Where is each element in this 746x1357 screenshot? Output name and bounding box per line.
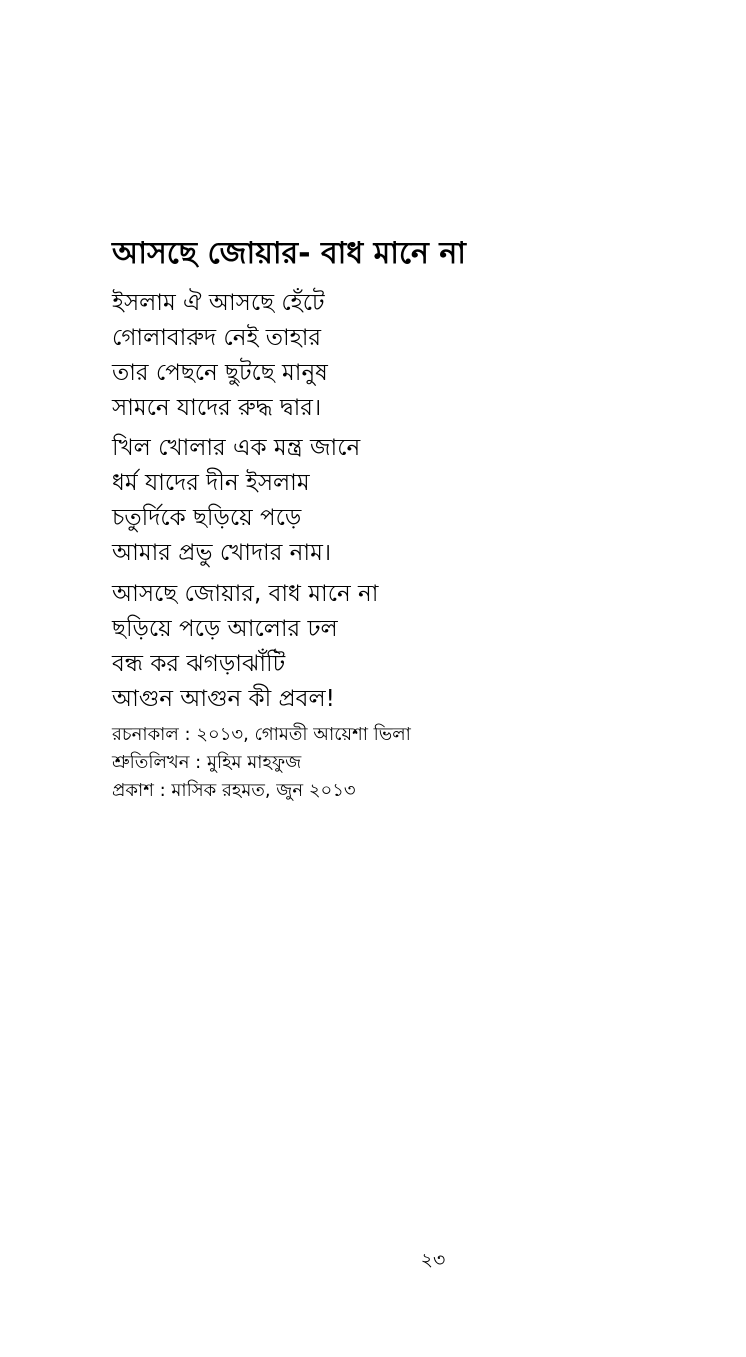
composition-note: রচনাকাল : ২০১৩, গোমতী আয়েশা ভিলা (112, 724, 411, 745)
page-number: ২৩ (420, 1249, 446, 1271)
poem-line: তার পেছনে ছুটছে মানুষ (112, 360, 328, 386)
poem-line: ছড়িয়ে পড়ে আলোর ঢল (112, 616, 338, 642)
poem-line: গোলাবারুদ নেই তাহার (112, 325, 322, 351)
stanza-1 (112, 286, 328, 426)
poem-line: বন্ধ কর ঝগড়াঝাঁটি (112, 651, 286, 677)
stanza-2 (112, 431, 360, 571)
poem-line: চতুর্দিকে ছড়িয়ে পড়ে (112, 505, 302, 531)
stanza-3 (112, 577, 378, 717)
publication-note: প্রকাশ : মাসিক রহমত, জুন ২০১৩ (112, 780, 356, 801)
poem-title: আসছে জোয়ার- বাধ মানে না (112, 236, 466, 271)
poem-metadata (112, 721, 411, 805)
poem-line: ধর্ম যাদের দীন ইসলাম (112, 470, 310, 496)
poem-line: আসছে জোয়ার, বাধ মানে না (112, 581, 379, 607)
poem-line: ইসলাম ঐ আসছে হেঁটে (112, 290, 325, 316)
poem-line: আগুন আগুন কী প্রবল! (112, 686, 335, 712)
poem-line: খিল খোলার এক মন্ত্র জানে (112, 435, 361, 461)
poem-line: সামনে যাদের রুদ্ধ দ্বার। (112, 395, 322, 421)
poem-line: আমার প্রভু খোদার নাম। (112, 540, 332, 566)
transcription-note: শ্রুতিলিখন : মুহিম মাহফুজ (112, 752, 302, 773)
